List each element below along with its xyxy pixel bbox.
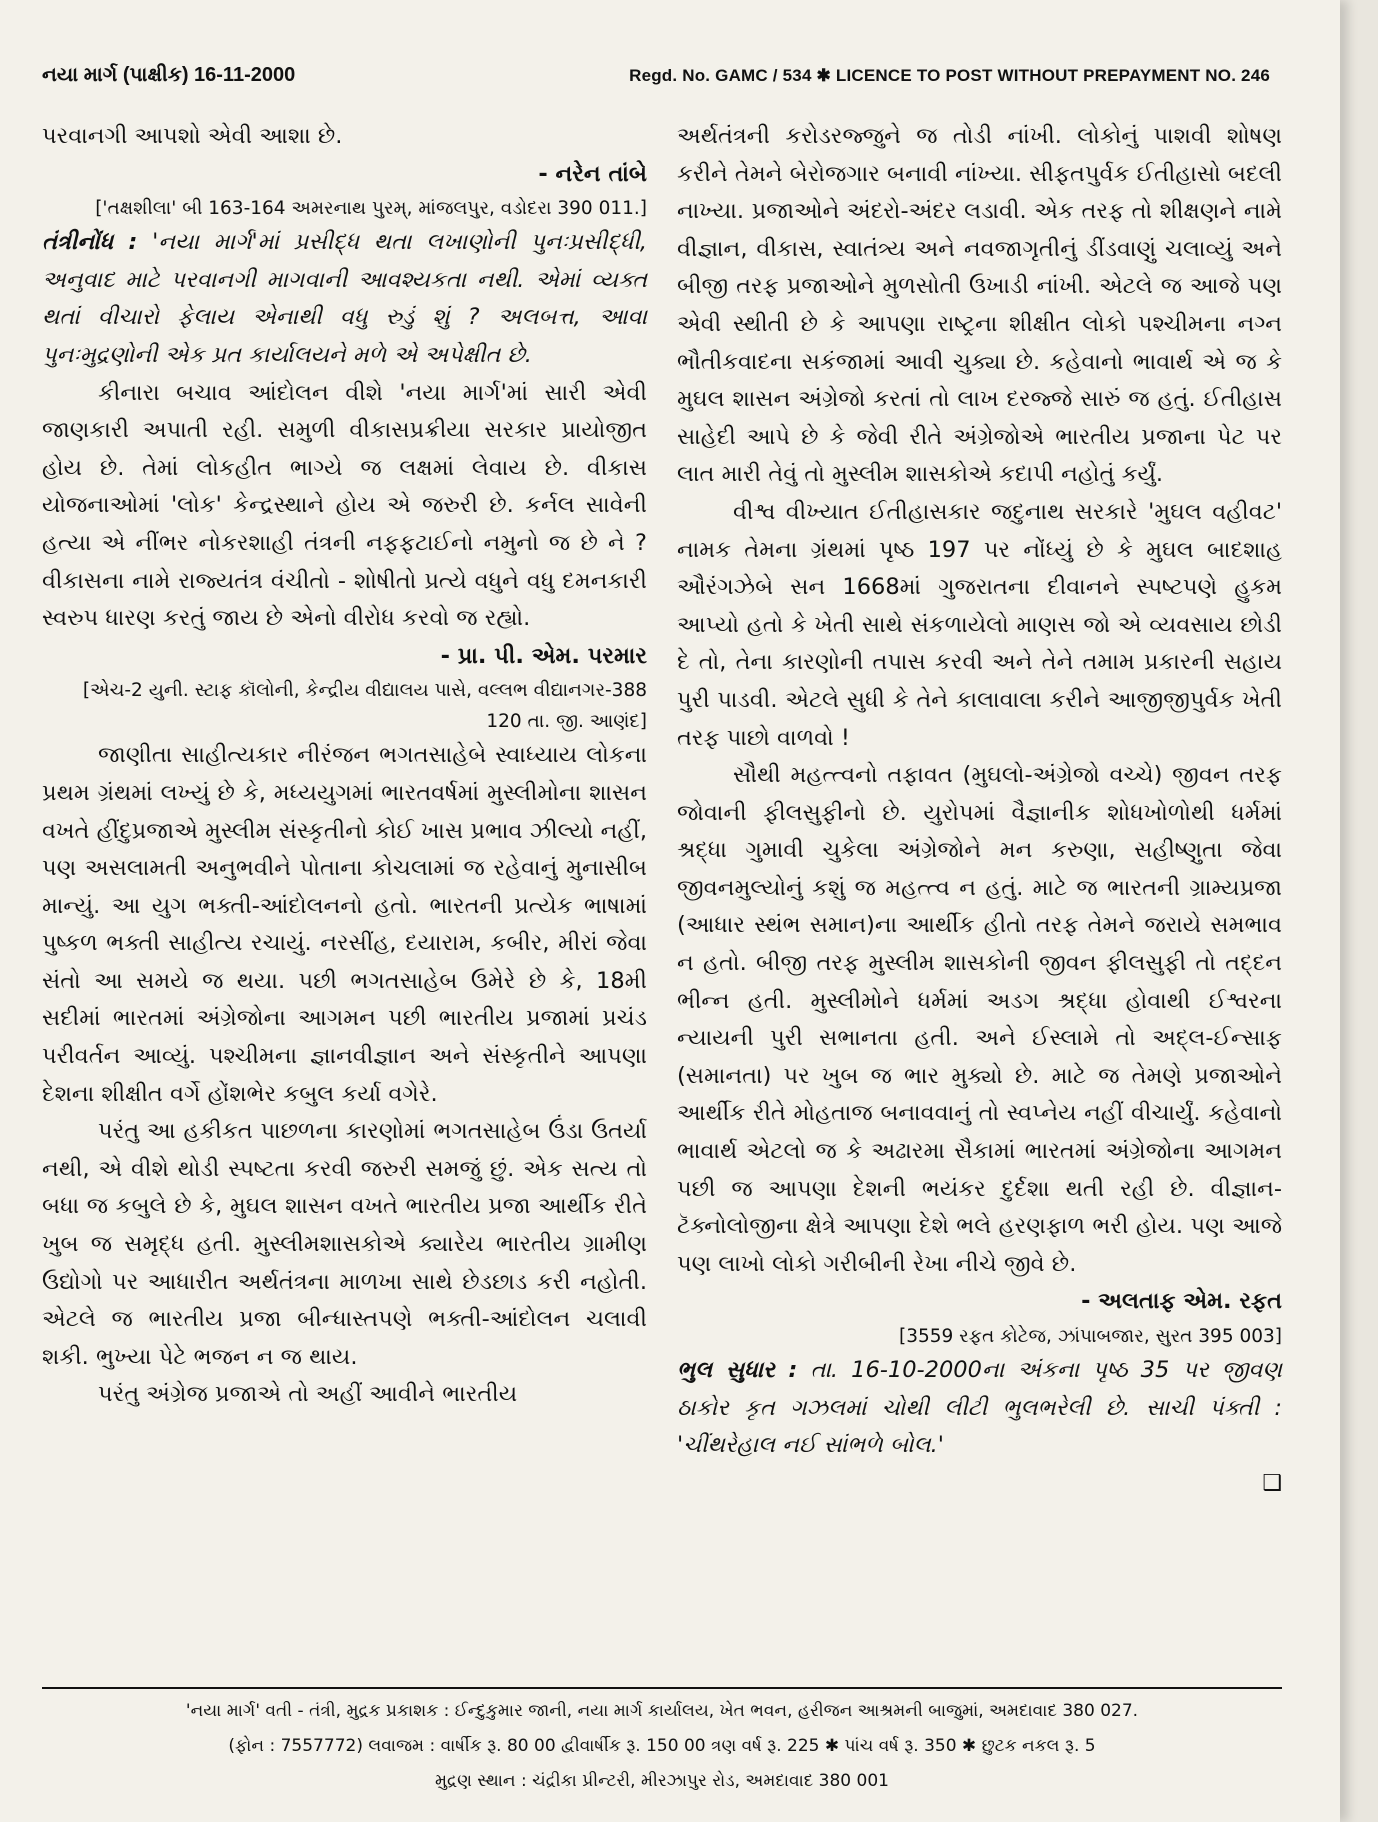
letter-paragraph-mughal: પરંતુ આ હકીકત પાછળના કારણોમાં ભગતસાહેબ ઉંડા ઉતર્યા નથી, એ વીશે થોડી સ્પષ્ટતા કરવી જરુરી સમજું છું. એક સત્ય તો બધા જ કબુલે છે કે, મુઘલ શાસન વખતે ભારતીય પ્રજા આર્થીક રીતે ખુબ જ સમૃદ્ધ હતી. મુસ્લીમશાસકોએ ક્યારેય ભારતીય ગ્રામીણ ઉદ્યોગો પર આધારીત અર્થતંત્રના માળખા સાથે છેડછાડ કરી નહોતી. એટલે જ ભારતીય પ્રજા બીન્ધાસ્તપણે ભક્તી-આંદોલન ચલાવી શકી. ભુખ્યા પેટે ભજન ન જ થાય. xyxy=(42,1118,647,1370)
footer-publisher-line: 'નયા માર્ગ' વતી - તંત્રી, મુદ્રક પ્રકાશક : ઈન્દુકુમાર જાની, નયા માર્ગ કાર્યાલય, ખેત ભવન, હરીજન આશ્રમની બાજુમાં, અમદાવાદ 380 027. xyxy=(185,1701,1139,1721)
correction-text: તા. 16-10-2000ના અંકના પૃષ્ઠ 35 પર જીવણ ઠાકોર કૃત ગઝલમાં ચોથી લીટી ભુલભરેલી છે. સાચી પંક્તી : 'ચીંથરેહાલ નઈ સાંભળે બોલ.' xyxy=(677,1357,1282,1459)
signature-parmar: - પ્રા. પી. એમ. પરમાર xyxy=(440,642,647,669)
registration-info: Regd. No. GAMC / 534 ✱ LICENCE TO POST WITHOUT PREPAYMENT NO. 246 xyxy=(629,66,1270,85)
address-parmar: [એચ-2 યુની. સ્ટાફ કૉલોની, કેન્દ્રીય વીદ્યાલય પાસે, વલ્લભ વીદ્યાનગર-388 120 તા. જી. આણંદ] xyxy=(82,680,647,733)
letter-paragraph-sarkar: વીશ્વ વીખ્યાત ઈતીહાસકાર જદુનાથ સરકારે 'મુઘલ વહીવટ' નામક તેમના ગ્રંથમાં પૃષ્ઠ 197 પર નોંધ્યું છે કે મુઘલ બાદશાહ ઔરંગઝેબે સન 1668માં ગુજરાતના દીવાનને સ્પષ્ટપણે હુકમ આપ્યો હતો કે ખેતી સાથે સંકળાયેલો માણસ જો એ વ્યવસાય છોડી દે તો, તેના કારણોની તપાસ કરવી અને તેને તમામ પ્રકારની સહાય પુરી પાડવી. એટલે સુધી કે તેને કાલાવાલા કરીને આજીજીપુર્વક ખેતી તરફ પાછો વાળવો ! xyxy=(677,498,1282,751)
editor-note xyxy=(42,224,647,374)
correction-label: ભુલ સુધાર : xyxy=(677,1357,798,1383)
address-naren-tambe: ['તક્ષશીલા' બી 163-164 અમરનાથ પુરમ્, માંજલપુર, વડોદરા 390 011.] xyxy=(95,198,647,220)
correction-note xyxy=(677,1352,1282,1465)
page-footer xyxy=(42,1694,1282,1799)
editor-note-text: 'નયા માર્ગ'માં પ્રસીદ્ધ થતા લખાણોની પુનઃપ્રસીદ્ધી, અનુવાદ માટે પરવાનગી માગવાની આવશ્યકતા નથી. એમાં વ્યક્ત થતાં વીચારો ફેલાય એનાથી વધુ રુડું શું ? અલબત્ત, આવા પુનઃમુદ્રણોની એક પ્રત કાર્યાલયને મળે એ અપેક્ષીત છે. xyxy=(42,229,647,368)
end-mark-icon: ❑ xyxy=(1262,1470,1282,1496)
letter-paragraph-bhagat: જાણીતા સાહીત્યકાર નીરંજન ભગતસાહેબે સ્વાધ્યાય લોકના પ્રથમ ગ્રંથમાં લખ્યું છે કે, મધ્યયુગમાં ભારતવર્ષમાં મુસ્લીમોના શાસન વખતે હીંદુપ્રજાએ મુસ્લીમ સંસ્કૃતીનો કોઈ ખાસ પ્રભાવ ઝીલ્યો નહીં, પણ અસલામતી અનુભવીને પોતાના કોચલામાં જ રહેવાનું મુનાસીબ માન્યું. આ યુગ ભક્તી-આંદોલનનો હતો. ભારતની પ્રત્યેક ભાષામાં પુષ્કળ ભક્તી સાહીત્ય રચાયું. નરસીંહ, દયારામ, કબીર, મીરાં જેવા સંતો આ સમયે જ થયા. પછી ભગતસાહેબ ઉમેરે છે કે, 18મી સદીમાં ભારતમાં અંગ્રેજોના આગમન પછી ભારતીય પ્રજામાં પ્રચંડ પરીવર્તન આવ્યું. પશ્ચીમના જ્ઞાનવીજ્ઞાન અને સંસ્કૃતીને આપણા દેશના શીક્ષીત વર્ગે હોંશભેર કબુલ કર્યા વગેરે. xyxy=(42,742,647,1107)
publication-title-date: નયા માર્ગ (પાક્ષીક) 16-11-2000 xyxy=(42,64,296,86)
signature-altaf: - અલતાફ એમ. રફત xyxy=(1081,1288,1282,1315)
letter-paragraph-economy: અર્થતંત્રની કરોડરજ્જુને જ તોડી નાંખી. લોકોનું પાશવી શોષણ કરીને તેમને બેરોજગાર બનાવી નાંખ્યા. સીફતપુર્વક ઈતીહાસો બદલી નાખ્યા. પ્રજાઓને અંદરો-અંદર લડાવી. એક તરફ તો શીક્ષણને નામે વીજ્ઞાન, વીકાસ, સ્વાતંત્ર્ય અને નવજાગૃતીનું ડીંડવાણું ચલાવ્યું અને બીજી તરફ પ્રજાઓને મુળસોતી ઉખાડી નાંખી. એટલે જ આજે પણ એવી સ્થીતી છે કે આપણા રાષ્ટ્રના શીક્ષીત લોકો પશ્ચીમના નગ્ન ભૌતીકવાદના સકંજામાં આવી ચુક્યા છે. કહેવાનો ભાવાર્થ એ જ કે મુઘલ શાસન અંગ્રેજો કરતાં તો લાખ દરજ્જે સારું જ હતું. ઈતીહાસ સાહેદી આપે છે કે જેવી રીતે અંગ્રેજોએ ભારતીય પ્રજાના પેટ પર લાત મારી તેવું તો મુસ્લીમ શાસકોએ કદાપી નહોતું કર્યું. xyxy=(677,123,1282,488)
letter-paragraph-kinara: કીનારા બચાવ આંદોલન વીશે 'નયા માર્ગ'માં સારી એવી જાણકારી અપાતી રહી. સમુળી વીકાસપ્રક્રીયા સરકાર પ્રાયોજીત હોય છે. તેમાં લોકહીત ભાગ્યે જ લક્ષમાં લેવાય છે. વીકાસ યોજનાઓમાં 'લોક' કેન્દ્રસ્થાને હોય એ જરુરી છે. કર્નલ સાવેની હત્યા એ નીંભર નોકરશાહી તંત્રની નફફટાઈનો નમુનો જ છે ને ? વીકાસના નામે રાજ્યતંત્ર વંચીતો - શોષીતો પ્રત્યે વધુને વધુ દમનકારી સ્વરુપ ધારણ કરતું જાય છે એનો વીરોધ કરવો જ રહ્યો. xyxy=(42,379,647,632)
right-column xyxy=(677,118,1282,1678)
letter-paragraph-continued: પરંતુ અંગ્રેજ પ્રજાએ તો અહીં આવીને ભારતીય xyxy=(98,1381,518,1408)
address-altaf: [3559 રફત કોટેજ, ઝાંપાબજાર, સુરત 395 003] xyxy=(899,1326,1282,1347)
footer-subscription-line: (ફોન : 7557772) લવાજમ : વાર્ષીક રૂ. 80 00 દ્વીવાર્ષીક રૂ. 150 00 ત્રણ વર્ષ રૂ. 225 ✱ પાંચ વર્ષ રૂ. 350 ✱ છુટક નકલ રૂ. 5 xyxy=(228,1736,1096,1756)
footer-divider xyxy=(42,1687,1282,1689)
left-column xyxy=(42,118,647,1678)
signature-naren-tambe: - નરેન તાંબે xyxy=(538,160,647,187)
letter-paragraph-philosophy: સૌથી મહત્ત્વનો તફાવત (મુઘલો-અંગ્રેજો વચ્ચે) જીવન તરફ જોવાની ફીલસુફીનો છે. યુરોપમાં વૈજ્ઞાનીક શોધખોળોથી ધર્મમાં શ્રદ્ધા ગુમાવી ચુકેલા અંગ્રેજોને મન કરુણા, સહીષ્ણુતા જેવા જીવનમુલ્યોનું કશું જ મહત્ત્વ ન હતું. માટે જ ભારતની ગ્રામ્યપ્રજા (આધાર સ્થંભ સમાન)ના આર્થીક હીતો તરફ તેમને જરાયે સમભાવ ન હતો. બીજી તરફ મુસ્લીમ શાસકોની જીવન ફીલસુફી તો તદ્દન ભીન્ન હતી. મુસ્લીમોને ધર્મમાં અડગ શ્રદ્ધા હોવાથી ઈશ્વરના ન્યાયની પુરી સભાનતા હતી. અને ઈસ્લામે તો અદ્લ-ઈન્સાફ (સમાનતા) પર ખુબ જ ભાર મુક્યો છે. માટે જ તેમણે પ્રજાઓને આર્થીક રીતે મોહતાજ બનાવવાનું તો સ્વપ્નેય નહીં વીચાર્યું. કહેવાનો ભાવાર્થ એટલો જ કે અઢારમા સૈકામાં ભારતમાં અંગ્રેજોના આગમન પછી જ આપણા દેશની ભયંકર દુર્દશા થતી રહી છે. વીજ્ઞાન-ટૅક્નોલોજીના ક્ષેત્રે આપણા દેશે ભલે હરણફાળ ભરી હોય. પણ આજે પણ લાખો લોકો ગરીબીની રેખા નીચે જીવે છે. xyxy=(677,762,1282,1277)
editor-note-label: તંત્રીનોંધ : xyxy=(42,229,138,256)
footer-printer-line: મુદ્રણ સ્થાન : ચંદ્રીકા પ્રીન્ટરી, મીરઝાપુર રોડ, અમદાવાદ 380 001 xyxy=(435,1771,889,1791)
page-header xyxy=(42,64,1270,87)
article-columns xyxy=(42,118,1282,1678)
letter-closing: પરવાનગી આપશો એવી આશા છે. xyxy=(42,123,343,149)
